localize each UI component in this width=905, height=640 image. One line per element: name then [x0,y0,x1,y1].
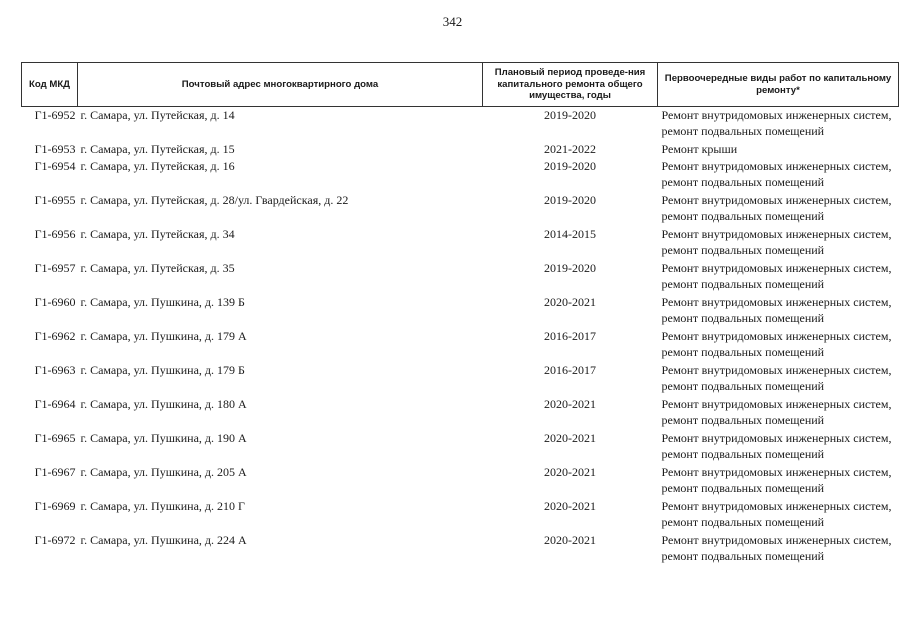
cell-code: Г1-6954 [34,158,76,173]
cell-works [658,226,899,260]
header-works: Первоочередные виды работ по капитальному ремонту* [658,63,899,107]
cell-period: 2016-2017 [544,362,596,377]
cell-works [658,141,899,158]
cell-code: Г1-6956 [34,226,76,241]
cell-works [658,532,899,566]
cell-period: 2020-2021 [544,294,596,309]
capital-repair-table [21,62,899,566]
cell-code: Г1-6955 [34,192,76,207]
works-line: Ремонт внутридомовых инженерных систем, [661,328,892,343]
cell-address: г. Самара, ул. Пушкина, д. 224 А [80,532,247,547]
cell-works [658,396,899,430]
cell-code: Г1-6965 [34,430,76,445]
works-line: Ремонт внутридомовых инженерных систем, [661,108,892,122]
cell-period: 2019-2020 [544,108,596,122]
cell-code: Г1-6952 [34,108,76,122]
header-period: Плановый период проведе-ния капитального ремонта общего имущества, годы [483,63,658,107]
cell-period: 2020-2021 [544,396,596,411]
cell-period: 2020-2021 [544,464,596,479]
cell-period: 2020-2021 [544,498,596,513]
works-line: Ремонт внутридомовых инженерных систем, [661,362,892,377]
table-row [22,430,899,464]
cell-address: г. Самара, ул. Пушкина, д. 139 Б [80,294,245,309]
header-address: Почтовый адрес многоквартирного дома [78,63,483,107]
cell-works [658,294,899,328]
cell-code: Г1-6972 [34,532,76,547]
cell-code: Г1-6967 [34,464,76,479]
table-row [22,328,899,362]
page-number: 342 [442,14,463,29]
works-line: ремонт подвальных помещений [661,412,825,427]
works-line: Ремонт внутридомовых инженерных систем, [661,430,892,445]
table-row [22,141,899,158]
cell-works [658,362,899,396]
table-row [22,226,899,260]
table-body [22,107,899,566]
cell-address: г. Самара, ул. Пушкина, д. 190 А [80,430,247,445]
header-row [22,63,899,107]
cell-address: г. Самара, ул. Путейская, д. 14 [80,108,235,122]
works-line: ремонт подвальных помещений [661,174,825,189]
cell-address: г. Самара, ул. Пушкина, д. 210 Г [80,498,245,513]
cell-works [658,328,899,362]
works-line: Ремонт внутридомовых инженерных систем, [661,226,892,241]
cell-address: г. Самара, ул. Пушкина, д. 179 Б [80,362,245,377]
works-line: Ремонт внутридомовых инженерных систем, [661,498,892,513]
works-line: Ремонт внутридомовых инженерных систем, [661,396,892,411]
works-line: Ремонт крыши [661,141,738,156]
works-line: Ремонт внутридомовых инженерных систем, [661,532,892,547]
works-line: ремонт подвальных помещений [661,514,825,529]
cell-address: г. Самара, ул. Пушкина, д. 180 А [80,396,247,411]
cell-address: г. Самара, ул. Путейская, д. 16 [80,158,235,173]
table-row [22,396,899,430]
cell-works [658,464,899,498]
cell-period: 2019-2020 [544,260,596,275]
table-row [22,294,899,328]
cell-works [658,158,899,192]
works-line: ремонт подвальных помещений [661,344,825,359]
cell-address: г. Самара, ул. Путейская, д. 28/ул. Гвардейская, д. 22 [80,192,349,207]
cell-period: 2019-2020 [544,158,596,173]
cell-works [658,192,899,226]
cell-address: г. Самара, ул. Путейская, д. 35 [80,260,235,275]
works-line: Ремонт внутридомовых инженерных систем, [661,294,892,309]
cell-address: г. Самара, ул. Пушкина, д. 179 А [80,328,247,343]
cell-period: 2019-2020 [544,192,596,207]
cell-period: 2020-2021 [544,430,596,445]
cell-works [658,430,899,464]
works-line: ремонт подвальных помещений [661,242,825,257]
cell-period: 2021-2022 [544,141,596,156]
works-line: Ремонт внутридомовых инженерных систем, [661,158,892,173]
cell-works [658,498,899,532]
cell-code: Г1-6964 [34,396,76,411]
table-row [22,498,899,532]
cell-period: 2016-2017 [544,328,596,343]
table-row [22,158,899,192]
cell-code: Г1-6962 [34,328,76,343]
cell-code: Г1-6953 [34,141,76,156]
table-row [22,362,899,396]
table-header [22,63,899,107]
works-line: ремонт подвальных помещений [661,378,825,393]
works-line: ремонт подвальных помещений [661,446,825,461]
cell-period: 2014-2015 [544,226,596,241]
cell-works [658,260,899,294]
works-line: Ремонт внутридомовых инженерных систем, [661,260,892,275]
cell-code: Г1-6963 [34,362,76,377]
cell-works [658,107,899,141]
table-row [22,260,899,294]
works-line: ремонт подвальных помещений [661,480,825,495]
cell-address: г. Самара, ул. Путейская, д. 15 [80,141,235,156]
cell-address: г. Самара, ул. Путейская, д. 34 [80,226,235,241]
works-line: Ремонт внутридомовых инженерных систем, [661,192,892,207]
works-line: ремонт подвальных помещений [661,548,825,563]
cell-period: 2020-2021 [544,532,596,547]
works-line: ремонт подвальных помещений [661,276,825,291]
table-row [22,107,899,141]
cell-code: Г1-6960 [34,294,76,309]
works-line: ремонт подвальных помещений [661,124,825,138]
table-row [22,532,899,566]
works-line: ремонт подвальных помещений [661,310,825,325]
table-row [22,464,899,498]
cell-code: Г1-6969 [34,498,76,513]
table-row [22,192,899,226]
header-code: Код МКД [22,63,78,107]
works-line: ремонт подвальных помещений [661,208,825,223]
cell-code: Г1-6957 [34,260,76,275]
cell-address: г. Самара, ул. Пушкина, д. 205 А [80,464,247,479]
works-line: Ремонт внутридомовых инженерных систем, [661,464,892,479]
